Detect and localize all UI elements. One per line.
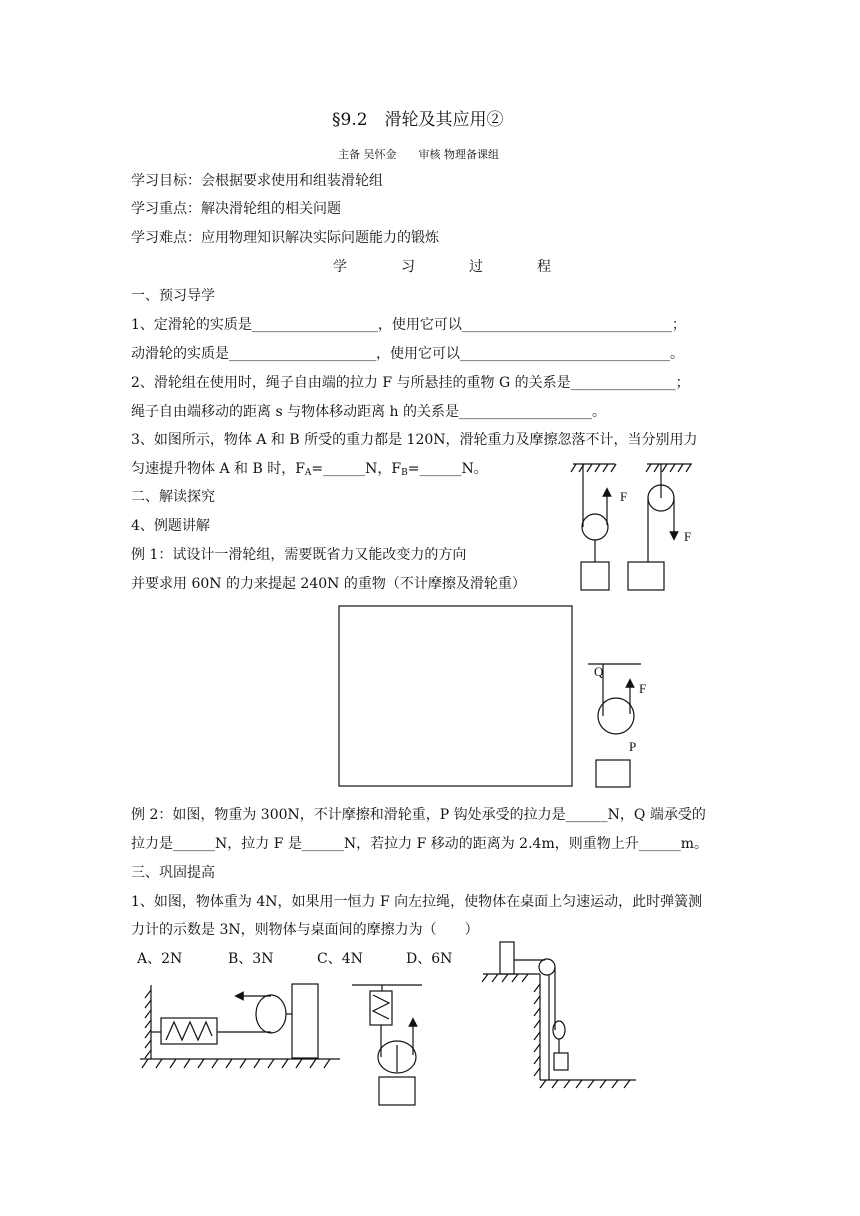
tabletop-hatch bbox=[482, 974, 528, 982]
ceiling-hatch bbox=[646, 464, 691, 472]
q3-subscript-a: A bbox=[304, 468, 312, 478]
section-explore-heading: 二、解读探究 bbox=[131, 489, 215, 505]
question-4: 4、例题讲解 bbox=[131, 518, 210, 534]
learning-difficulty: 学习难点：应用物理知识解决实际问题能力的锻炼 bbox=[131, 230, 439, 246]
weight-block-b bbox=[628, 562, 664, 590]
question-1-line-1: 1、定滑轮的实质是__________________，使用它可以______________________________； bbox=[131, 317, 686, 333]
consolidate-figure-3 bbox=[482, 942, 636, 1088]
label-p: P bbox=[629, 739, 637, 754]
spring-coil bbox=[373, 995, 389, 1019]
example-2-line-2: 拉力是______N，拉力 F 是______N，若拉力 F 移动的距离为 2.4m，则重物上升______m。 bbox=[131, 836, 708, 852]
ceiling-hatch bbox=[571, 464, 616, 472]
wall-hatch bbox=[145, 990, 151, 1058]
weight-block bbox=[379, 1077, 415, 1105]
example-2-figure bbox=[588, 664, 646, 787]
fixed-pulley bbox=[539, 959, 555, 975]
force-label: F bbox=[639, 681, 647, 696]
spring-scale bbox=[370, 991, 392, 1025]
consolidate-1-line-1: 1、如图，物体重为 4N，如果用一恒力 F 向左拉绳，使物体在桌面上匀速运动，此时弹簧测 bbox=[131, 894, 703, 910]
example-2-line-1: 例 2：如图，物重为 300N，不计摩擦和滑轮重，P 钩处承受的拉力是______N，Q 端承受的 bbox=[131, 807, 706, 823]
process-heading-char: 程 bbox=[537, 259, 551, 275]
spring-coil bbox=[166, 1022, 212, 1040]
edge-hatch bbox=[534, 984, 540, 1076]
process-heading-char: 过 bbox=[469, 259, 483, 275]
floor-hatch bbox=[540, 1080, 630, 1088]
weight-block bbox=[596, 760, 630, 787]
label-q: Q bbox=[594, 664, 604, 679]
option-a: A、2N bbox=[137, 951, 183, 967]
q3-text-mid: =______N，F bbox=[311, 461, 402, 477]
q3-text-post: =______N。 bbox=[407, 461, 488, 477]
consolidate-1-line-2: 力计的示数是 3N，则物体与桌面间的摩擦力为（ ） bbox=[131, 922, 479, 938]
block bbox=[292, 984, 318, 1058]
page-title: §9.2 滑轮及其应用➁ bbox=[332, 110, 504, 130]
weight-block-a bbox=[581, 562, 609, 590]
q3-subscript-b: B bbox=[401, 468, 408, 478]
pulley-figure-b bbox=[628, 464, 692, 590]
block-on-table bbox=[500, 942, 514, 974]
option-c: C、4N bbox=[317, 951, 363, 967]
process-heading-char: 习 bbox=[401, 259, 415, 275]
consolidate-figure-2 bbox=[352, 985, 422, 1105]
process-heading-char: 学 bbox=[333, 259, 347, 275]
answer-box bbox=[339, 606, 572, 786]
section-consolidate-heading: 三、巩固提高 bbox=[131, 865, 215, 881]
consolidate-figure-1 bbox=[140, 984, 340, 1068]
example-1-line-2: 并要求用 60N 的力来提起 240N 的重物（不计摩擦及滑轮重） bbox=[131, 576, 526, 592]
weight-block bbox=[554, 1053, 568, 1070]
question-2-line-2: 绳子自由端移动的距离 s 与物体移动距离 h 的关系是___________________。 bbox=[131, 404, 607, 420]
q3-text-pre: 匀速提升物体 A 和 B 时，F bbox=[131, 461, 305, 477]
option-b: B、3N bbox=[228, 951, 274, 967]
floor-hatch bbox=[142, 1059, 330, 1068]
movable-pulley bbox=[582, 514, 608, 540]
section-preview-heading: 一、预习导学 bbox=[131, 288, 215, 304]
option-d: D、6N bbox=[406, 951, 453, 967]
question-1-line-2: 动滑轮的实质是_____________________，使用它可以______________________________。 bbox=[131, 346, 684, 362]
movable-pulley bbox=[256, 995, 286, 1033]
force-label: F bbox=[684, 529, 692, 544]
pulley-figure-a bbox=[571, 464, 627, 590]
learning-goal: 学习目标：会根据要求使用和组装滑轮组 bbox=[131, 173, 383, 189]
learning-key-point: 学习重点：解决滑轮组的相关问题 bbox=[131, 201, 341, 217]
question-3-line-1: 3、如图所示，物体 A 和 B 所受的重力都是 120N，滑轮重力及摩擦忽落不计，当分别用力 bbox=[131, 432, 698, 448]
authors-line: 主备 吴怀金 审核 物理备课组 bbox=[338, 148, 499, 161]
question-2-line-1: 2、滑轮组在使用时，绳子自由端的拉力 F 与所悬挂的重物 G 的关系是_______________； bbox=[131, 375, 690, 391]
example-1-line-1: 例 1：试设计一滑轮组，需要既省力又能改变力的方向 bbox=[131, 547, 467, 563]
force-label: F bbox=[620, 489, 628, 504]
